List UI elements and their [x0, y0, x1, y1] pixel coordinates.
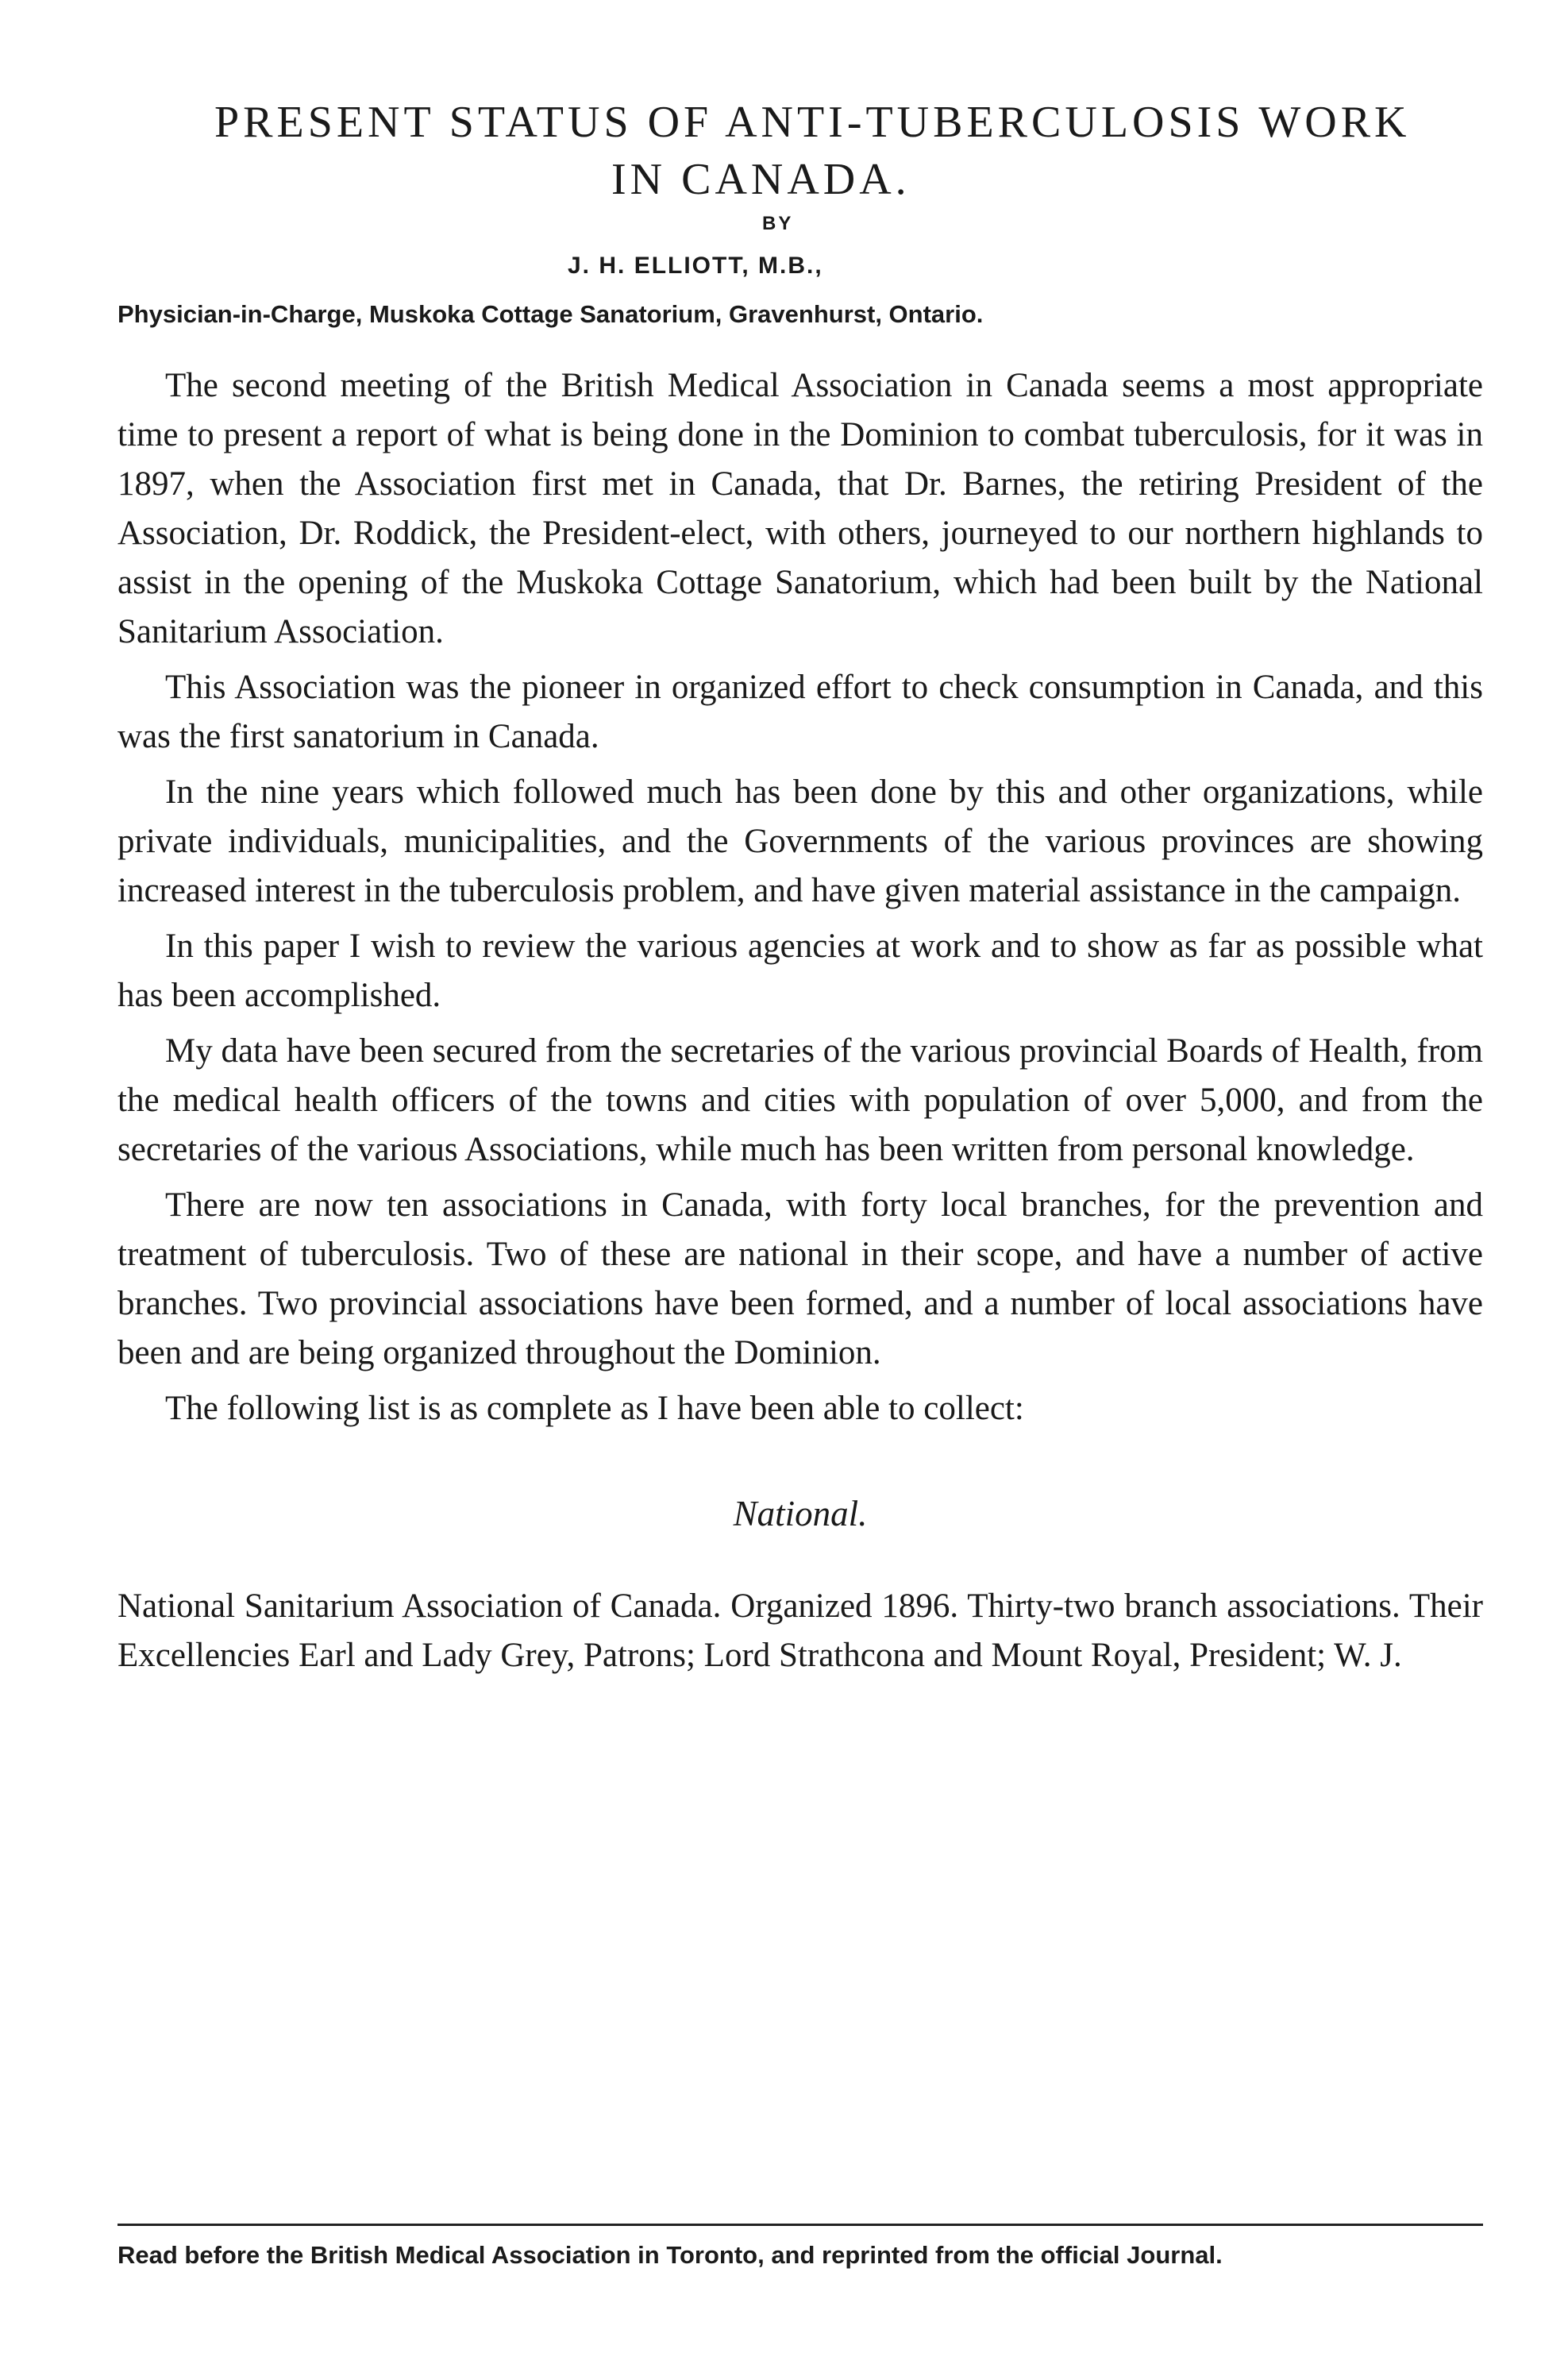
- author-affiliation: Physician-in-Charge, Muskoka Cottage Sanatorium, Gravenhurst, Ontario.: [118, 300, 984, 328]
- title-line-2: IN CANADA.: [611, 155, 911, 204]
- article-title: [214, 94, 1410, 208]
- footnote: Read before the British Medical Association in Toronto, and reprinted from the official Journal.: [118, 2241, 1223, 2269]
- section-heading: National.: [733, 1494, 868, 1533]
- title-line-1: PRESENT STATUS OF ANTI-TUBERCULOSIS WORK: [214, 98, 1411, 147]
- paragraph-2: This Association was the pioneer in organized effort to check consumption in Canada, and this was the first sanatorium in Canada.: [118, 669, 1483, 755]
- author-name: J. H. ELLIOTT, M.B.,: [568, 253, 823, 279]
- article-body: [118, 361, 1483, 1687]
- footnote-divider: [118, 2224, 1483, 2226]
- paragraph-5: My data have been secured from the secretaries of the various provincial Boards of Health, from the medical health officers of the towns and cities with population of over 5,000, and from the secretaries of the various Associations, while much has been written from personal knowledge.: [118, 1032, 1483, 1168]
- section-paragraph: National Sanitarium Association of Canada. Organized 1896. Thirty-two branch associations. Their Excellencies Earl and Lady Grey, Patrons; Lord Strathcona and Mount Royal, President; W. J.: [118, 1587, 1483, 1674]
- byline-label: BY: [762, 213, 794, 234]
- paragraph-3: In the nine years which followed much has been done by this and other organizations, while private individuals, municipalities, and the Governments of the various provinces are showing increased interest in the tuberculosis problem, and have given material assistance in the campaign.: [118, 773, 1483, 909]
- paragraph-6: There are now ten associations in Canada, with forty local branches, for the prevention and treatment of tuberculosis. Two of these are national in their scope, and have a number of active branches. Two provincial associations have been formed, and a number of local associations have been and are being organized throughout the Dominion.: [118, 1186, 1483, 1371]
- paragraph-7: The following list is as complete as I have been able to collect:: [165, 1390, 1024, 1427]
- paragraph-4: In this paper I wish to review the various agencies at work and to show as far as possible what has been accomplished.: [118, 928, 1483, 1014]
- paragraph-1: The second meeting of the British Medical Association in Canada seems a most appropriate time to present a report of what is being done in the Dominion to combat tuberculosis, for it was in 1897, when the Association first met in Canada, that Dr. Barnes, the retiring President of the Association, Dr. Roddick, the President-elect, with others, journeyed to our northern highlands to assist in the opening of the Muskoka Cottage Sanatorium, which had been built by the National Sanitarium Association.: [118, 367, 1483, 650]
